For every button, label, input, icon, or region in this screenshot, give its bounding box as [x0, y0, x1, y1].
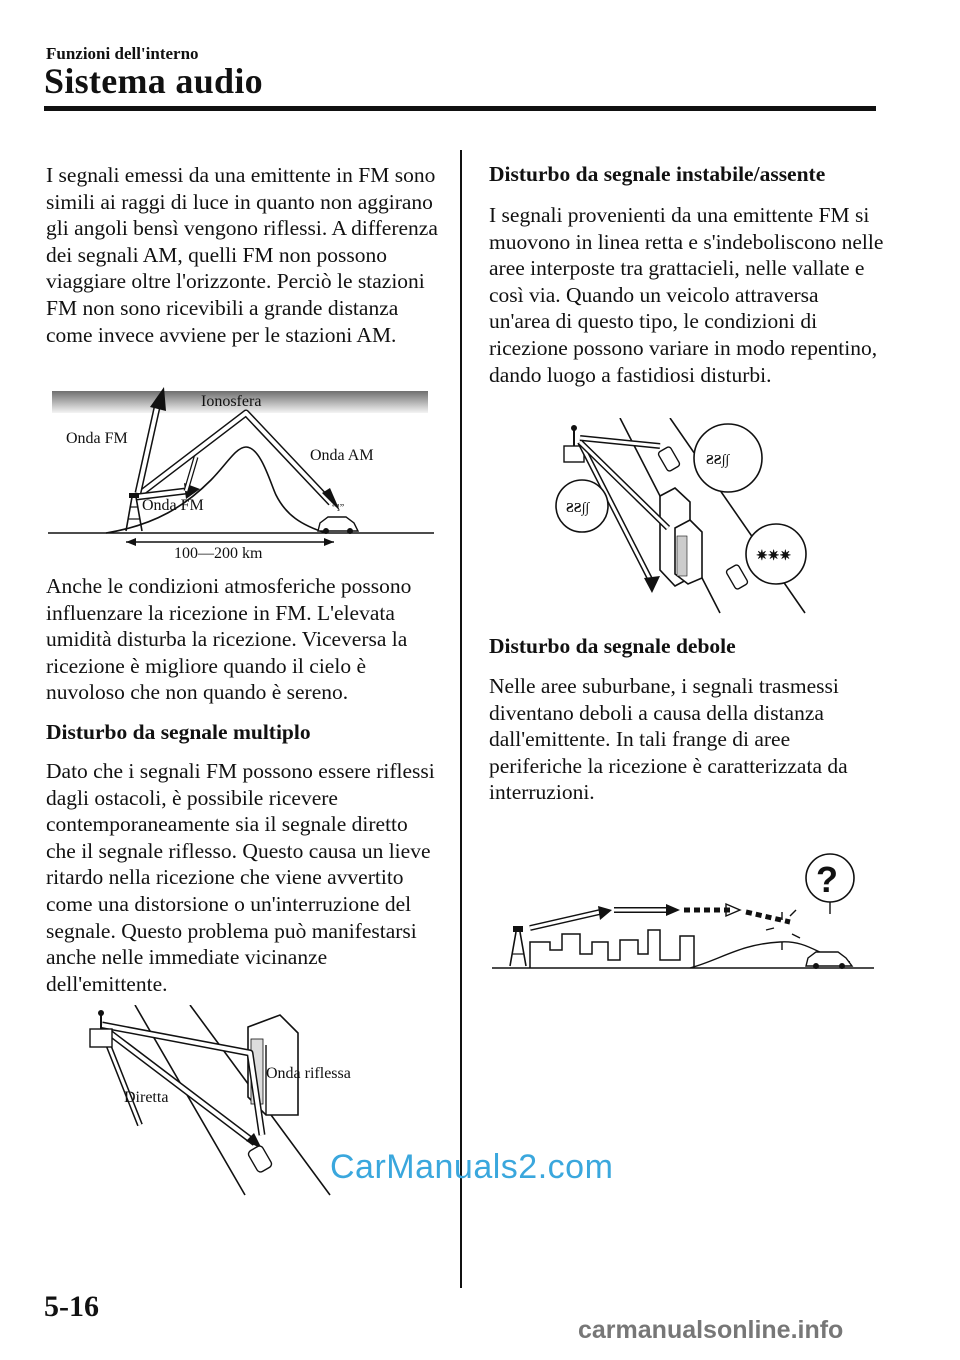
atmospheric-paragraph: Anche le condizioni atmosferiche possono influenzare la ricezione in FM. L'elevata umidità disturba la ricezione. Viceversa la ricezione è migliore quando il cielo è nuvoloso che non quando è sereno. — [46, 574, 412, 705]
label-ionosfera: Ionosfera — [201, 393, 262, 410]
svg-text:ƧƧ∫∫: ƧƧ∫∫ — [566, 501, 590, 516]
label-onda-riflessa: Onda riflessa — [266, 1065, 351, 1082]
unstable-paragraph: I segnali provenienti da una emittente FM si muovono in linea retta e s'indeboliscono nelle aree interposte tra grattacieli, nelle vallate e così via. Quando un veicolo attraversa un'area di questo tipo, le condizioni di ricezione possono variare in modo repentino, dando luogo a fastidiosi disturbi. — [489, 203, 884, 387]
watermark: CarManuals2.com — [330, 1148, 614, 1186]
distance-arrow-right — [324, 538, 334, 546]
column-divider — [460, 150, 462, 1288]
signal-arrow-1-head — [598, 906, 612, 920]
car-icon — [318, 503, 358, 534]
signal-arrow-2-head — [666, 904, 680, 916]
unstable-illustration — [540, 418, 820, 618]
header-rule — [44, 106, 876, 111]
label-onda-fm-bottom: Onda FM — [142, 497, 204, 514]
page-number: 5-16 — [44, 1290, 99, 1323]
am-wave-outer — [136, 413, 331, 503]
question-mark: ? — [816, 859, 838, 900]
label-onda-fm-top: Onda FM — [66, 430, 128, 447]
car-icon — [806, 952, 852, 969]
signal-arrow-1-inner — [530, 912, 600, 928]
car-icon-2 — [725, 564, 748, 590]
buildings-icon — [660, 488, 702, 586]
city-skyline — [530, 930, 694, 968]
multipath-paragraph: Dato che i segnali FM possono essere riflessi dagli ostacoli, è possibile ricevere contemporaneamente sia il segnale diretto che il segnale riflesso. Questo causa un lieve ritardo nella ricezione che viene avvertito come una distorsione o un'interruzione del segnale. Questo problema può manifestarsi anche nelle immediate vicinanze dell'emittente. — [46, 759, 435, 996]
svg-text:ƧƧ∫∫: ƧƧ∫∫ — [706, 453, 730, 468]
intro-paragraph: I segnali emessi da una emittente in FM sono simili ai raggi di luce in quanto non aggirano gli angoli bensì vengono riflessi. A differenza dei segnali AM, quelli FM non possono viaggiare oltre l'orizzonte. Perciò le stazioni FM non sono ricevibili a grande distanza come invece avviene per le stazioni AM. — [46, 163, 438, 347]
svg-text:✷✷✷: ✷✷✷ — [756, 549, 792, 564]
multipath-heading: Disturbo da segnale multiplo — [46, 720, 311, 744]
unstable-heading: Disturbo da segnale instabile/assente — [489, 162, 826, 186]
label-distance: 100—200 km — [174, 545, 263, 562]
car-icon-1 — [657, 446, 680, 472]
signal-arrow-2-head — [644, 576, 660, 593]
weak-figure — [490, 850, 876, 975]
site-watermark: carmanualsonline.info — [578, 1316, 844, 1344]
label-onda-am: Onda AM — [310, 447, 374, 464]
car-icon — [247, 1145, 273, 1174]
section-label: Funzioni dell'interno — [46, 44, 199, 63]
weak-heading: Disturbo da segnale debole — [489, 634, 736, 658]
weak-illustration — [490, 850, 876, 975]
tower-icon — [510, 926, 526, 966]
svg-text:“!”: “!” — [332, 503, 345, 514]
distance-arrow-left — [126, 538, 136, 546]
ionosphere-illustration — [46, 385, 436, 570]
signal-arrow-4 — [746, 912, 790, 922]
tower-icon — [90, 1010, 112, 1047]
label-diretta: Diretta — [124, 1089, 169, 1106]
weak-paragraph: Nelle aree suburbane, i segnali trasmessi diventano deboli a causa della distanza dall'emittente. In tali frange di aree periferiche la ricezione è caratterizzata da interruzioni. — [489, 674, 848, 805]
page-title: Sistema audio — [44, 61, 263, 101]
ionosphere-figure — [46, 385, 436, 570]
unstable-figure — [540, 418, 820, 618]
